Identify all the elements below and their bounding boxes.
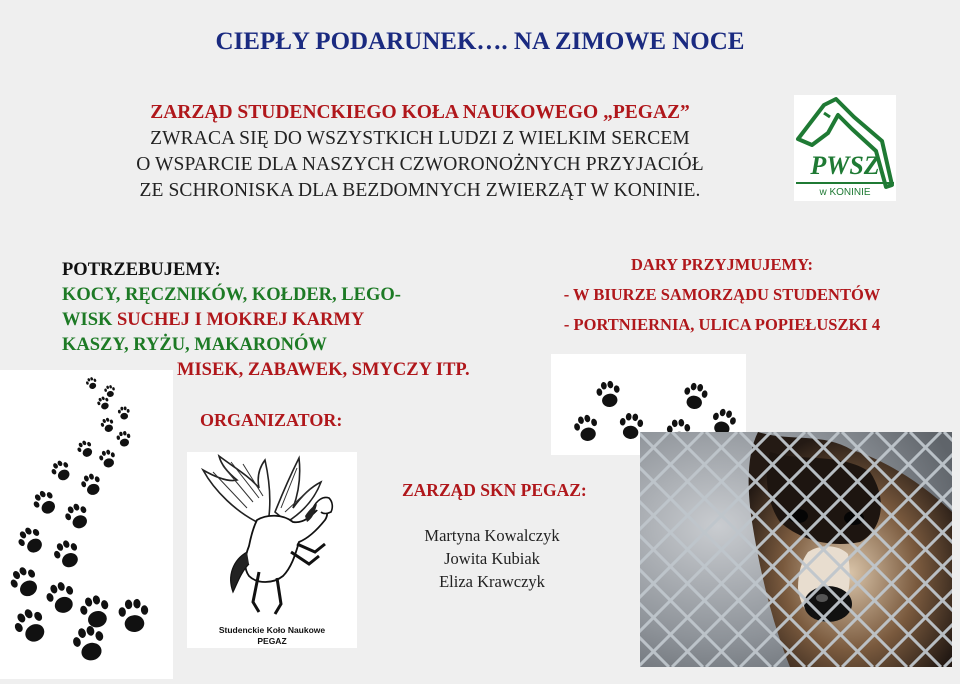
- intro-line: O WSPARCIE DLA NASZYCH CZWORONOŻNYCH PRZYJACIÓŁ: [136, 154, 704, 175]
- intro-block: [60, 100, 780, 204]
- paw-print: [98, 448, 118, 469]
- paw-print: [118, 598, 150, 633]
- board-heading: ZARZĄD SKN PEGAZ:: [402, 480, 587, 500]
- paw-trail-image: [0, 370, 173, 679]
- pwsz-logo: [794, 95, 896, 201]
- paw-print: [116, 430, 132, 447]
- paw-print: [96, 395, 112, 412]
- needs-line: MISEK, ZABAWEK, SMYCZY ITP.: [177, 360, 470, 380]
- paw-print: [50, 537, 83, 572]
- needs-line-part: SUCHEJ I MOKREJ KARMY: [117, 310, 365, 330]
- page-title: CIEPŁY PODARUNEK…. NA ZIMOWE NOCE: [215, 28, 745, 55]
- needs-line: KOCY, RĘCZNIKÓW, KOŁDER, LEGO-: [62, 285, 401, 305]
- pegasus-logo-icon: [187, 452, 357, 622]
- needs-block: [62, 258, 562, 383]
- board-member: Eliza Krawczyk: [439, 572, 545, 591]
- paw-print: [99, 416, 116, 434]
- pegaz-logo: [187, 452, 357, 648]
- horse-logo-icon: [794, 95, 896, 201]
- donations-block: [512, 250, 932, 340]
- needs-line: KASZY, RYŻU, MAKARONÓW: [62, 335, 327, 355]
- paw-print-icon: [0, 370, 173, 679]
- needs-line: [62, 308, 562, 333]
- paw-print: [85, 376, 99, 391]
- paw-print: [75, 438, 96, 460]
- paw-print: [6, 563, 44, 602]
- paw-print: [118, 406, 131, 420]
- paw-print: [14, 523, 48, 557]
- pegaz-caption-line: Studenckie Koło Naukowe: [218, 625, 326, 635]
- paw-print: [10, 604, 52, 647]
- intro-heading: ZARZĄD STUDENCKIEGO KOŁA NAUKOWEGO „PEGAZ”: [150, 102, 690, 123]
- paw-print: [77, 593, 113, 631]
- intro-line: ZWRACA SIĘ DO WSZYSTKICH LUDZI Z WIELKIM SERCEM: [150, 128, 690, 149]
- board-members-list: [392, 524, 592, 593]
- dog-photo: [640, 432, 952, 667]
- pwsz-logo-text: PWSZ: [810, 151, 880, 180]
- pegaz-caption: [187, 625, 357, 647]
- paw-print: [104, 384, 116, 397]
- board-member: Jowita Kubiak: [444, 549, 540, 568]
- pegaz-caption-line: PEGAZ: [257, 636, 287, 646]
- board-member: Martyna Kowalczyk: [424, 526, 560, 545]
- paw-print: [62, 501, 93, 533]
- needs-line-part: WISK: [62, 310, 118, 330]
- paw-print: [595, 379, 622, 408]
- paw-print: [70, 623, 108, 664]
- organizer-heading: ORGANIZATOR:: [200, 410, 343, 430]
- donations-heading: DARY PRZYJMUJEMY:: [631, 255, 813, 274]
- paw-print: [682, 381, 709, 410]
- pwsz-logo-subtext: w KONINIE: [819, 187, 871, 198]
- intro-line: ZE SCHRONISKA DLA BEZDOMNYCH ZWIERZĄT W KONINIE.: [139, 180, 701, 201]
- donations-item: - W BIURZE SAMORZĄDU STUDENTÓW: [563, 285, 881, 304]
- paw-print: [49, 458, 75, 484]
- paw-print: [43, 579, 79, 617]
- paw-print: [30, 487, 61, 518]
- paw-print: [79, 471, 104, 497]
- needs-label: POTRZEBUJEMY:: [62, 260, 221, 280]
- dog-behind-fence-image: [640, 432, 952, 667]
- donations-item: - PORTNIERNIA, ULICA POPIEŁUSZKI 4: [563, 315, 881, 334]
- paw-print: [572, 413, 601, 444]
